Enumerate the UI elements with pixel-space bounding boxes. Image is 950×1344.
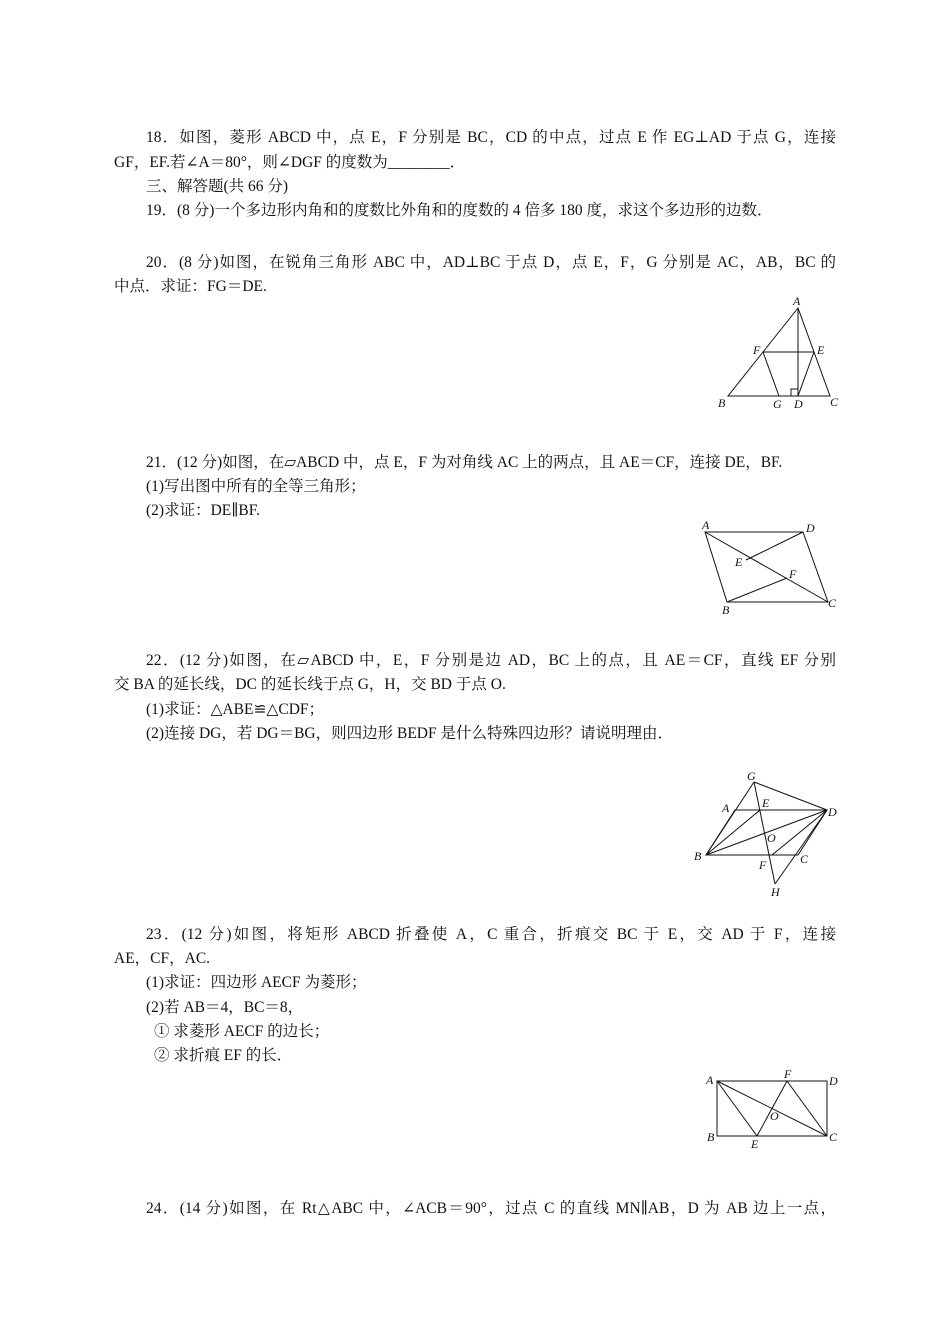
label-a: A [706,1073,714,1087]
right-angle-mark [791,389,798,396]
label-d: D [828,805,837,819]
q20-line-2: 中点．求证：FG＝DE. [114,278,267,295]
line-dh [775,810,827,884]
label-f: F [753,343,761,357]
q23-line-6: ② 求折痕 EF 的长． [154,1047,293,1064]
q21-line-1: 21．(12 分)如图，在▱ABCD 中，点 E，F 为对角线 AC 上的两点，且 AE＝CF，连接 DE，BF. [146,454,783,471]
segment-fg [763,352,779,396]
label-g: G [773,397,782,411]
label-o: O [767,831,776,845]
label-d: D [829,1074,838,1088]
q22-line-3: (1)求证：△ABE≌△CDF； [146,701,325,718]
label-d: D [806,521,815,535]
label-d: D [794,397,803,411]
label-h: H [771,885,780,899]
label-a: A [702,518,710,532]
label-b: B [707,1130,715,1144]
figure-q20 [710,292,850,414]
label-e: E [762,796,770,810]
label-o: O [770,1109,779,1123]
label-e: E [817,343,825,357]
label-f: F [784,1067,792,1081]
q21-line-2: (1)写出图中所有的全等三角形； [146,478,366,495]
segment-fc [787,1081,827,1136]
section-heading: 三、解答题(共 66 分) [146,178,289,195]
figure-q23 [700,1064,850,1154]
q23-line-4: (2)若 AB＝4，BC＝8， [146,999,304,1016]
label-c: C [830,395,839,409]
label-c: C [829,1130,838,1144]
figure-q21 [695,515,845,620]
label-e: E [735,555,743,569]
q23-line-2: AE，CF，AC. [114,950,211,967]
q24-line-1: 24．(14 分)如图，在 Rt△ABC 中，∠ACB＝90°，过点 C 的直线 MN∥AB，D 为 AB 边上一点， [146,1200,836,1217]
label-f: F [789,567,797,581]
label-g: G [747,769,756,783]
label-e: E [751,1137,759,1151]
label-b: B [718,396,726,410]
q21-line-3: (2)求证：DE∥BF. [146,502,260,519]
label-b: B [694,849,702,863]
segment-be [706,810,760,855]
q20-line-1: 20．(8 分)如图，在锐角三角形 ABC 中，AD⊥BC 于点 D，点 E，F，G 分别是 AC，AB，BC 的 [146,254,836,271]
line-bg [706,782,754,855]
segment-de [746,532,803,560]
q23-line-1: 23．(12 分)如图，将矩形 ABCD 折叠使 A，C 重合，折痕交 BC 于 E，交 AD 于 F，连接 [146,926,836,943]
figure-q22 [690,766,845,900]
q19-line: 19．(8 分)一个多边形内角和的度数比外角和的度数的 4 倍多 180 度，求这个多边形的边数． [146,202,773,219]
segment-de [798,352,814,396]
label-c: C [800,852,809,866]
label-c: C [828,596,837,610]
label-f: F [759,858,767,872]
segment-ae [717,1081,757,1136]
q23-line-5: ① 求菱形 AECF 的边长； [154,1023,330,1040]
q18-line-2: GF，EF.若∠A＝80°，则∠DGF 的度数为________． [114,154,466,171]
label-a: A [722,801,730,815]
q22-line-2: 交 BA 的延长线，DC 的延长线于点 G，H，交 BD 于点 O. [114,676,506,693]
q22-line-4: (2)连接 DG，若 DG＝BG，则四边形 BEDF 是什么特殊四边形？请说明理由． [146,725,674,742]
segment-bf [727,578,787,602]
segment-df [772,810,827,855]
q22-line-1: 22．(12 分)如图，在▱ABCD 中，E，F 分别是边 AD，BC 上的点，且 AE＝CF，直线 EF 分别 [146,652,836,669]
q23-line-3: (1)求证：四边形 AECF 为菱形； [146,974,367,991]
q18-line-1: 18．如图，菱形 ABCD 中，点 E，F 分别是 BC，CD 的中点，过点 E 作 EG⊥AD 于点 G，连接 [146,129,836,146]
label-a: A [793,294,801,308]
label-b: B [722,603,730,617]
